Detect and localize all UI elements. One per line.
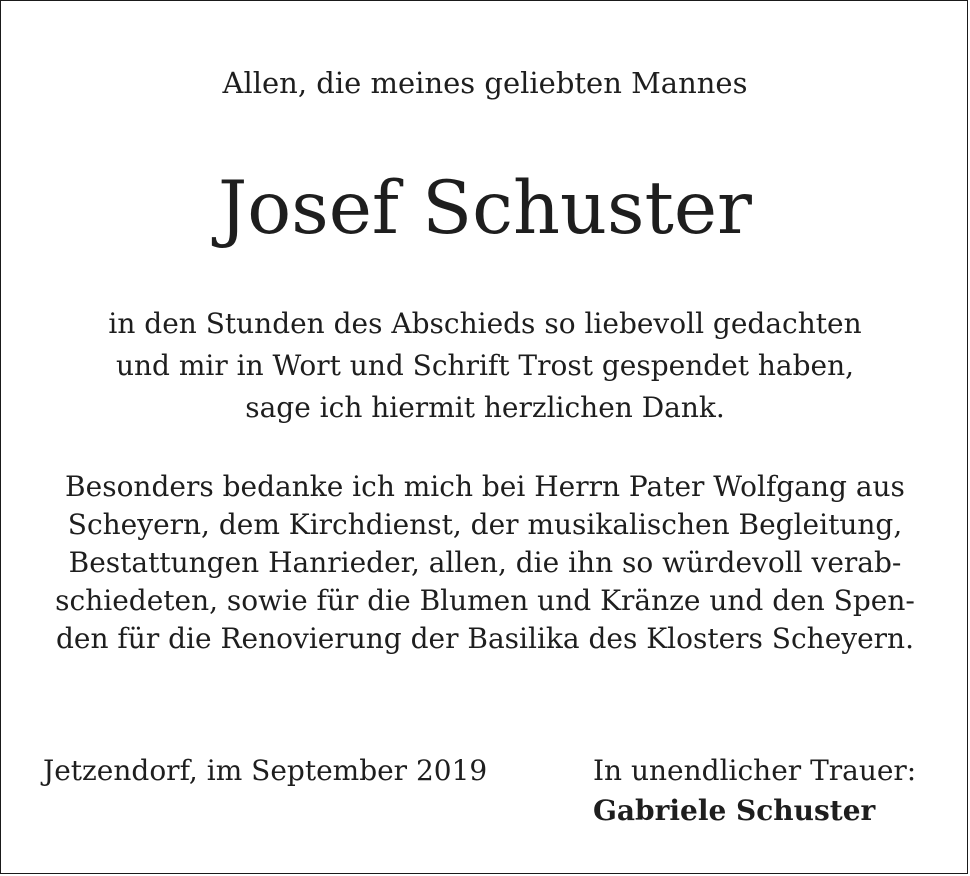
- special-thanks-line: Bestattungen Hanrieder, allen, die ihn so würdevoll verab-: [68, 546, 902, 579]
- special-thanks-line: schiedeten, sowie für die Blumen und Kränze und den Spen-: [55, 584, 915, 617]
- deceased-name: Josef Schuster: [218, 166, 752, 251]
- place-date: Jetzendorf, im September 2019: [43, 754, 488, 787]
- special-thanks-line: Scheyern, dem Kirchdienst, der musikalischen Begleitung,: [67, 508, 903, 541]
- special-thanks-line: Besonders bedanke ich mich bei Herrn Pater Wolfgang aus: [65, 470, 905, 503]
- thanks-line: in den Stunden des Abschieds so liebevoll gedachten: [108, 307, 862, 340]
- intro-line: Allen, die meines geliebten Mannes: [222, 66, 748, 100]
- closing-text: In unendlicher Trauer:: [593, 754, 917, 787]
- thanks-line: sage ich hiermit herzlichen Dank.: [245, 391, 725, 424]
- thanks-line: und mir in Wort und Schrift Trost gespendet haben,: [115, 349, 855, 382]
- signer-name: Gabriele Schuster: [593, 794, 876, 827]
- thanks-paragraph: [1, 303, 969, 429]
- special-thanks-line: den für die Renovierung der Basilika des Klosters Scheyern.: [56, 622, 914, 655]
- signature-block: [593, 751, 916, 831]
- special-thanks-paragraph: [1, 468, 969, 658]
